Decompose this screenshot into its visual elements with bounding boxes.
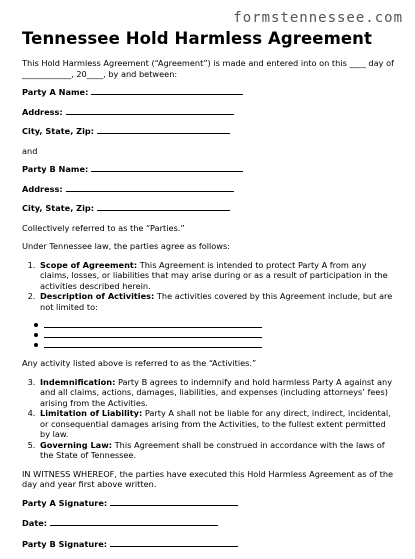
clause-scope [38, 260, 397, 292]
clause-title: Limitation of Liability: [40, 408, 143, 419]
party-a-signature-field[interactable] [22, 498, 397, 509]
party-a-name-line[interactable] [91, 87, 243, 95]
party-b-signature-field[interactable] [22, 539, 397, 550]
party-b-name-field[interactable] [22, 164, 397, 175]
party-b-address-line[interactable] [66, 184, 234, 192]
clause-title: Indemnification: [40, 376, 116, 387]
clauses-list-2 [38, 377, 397, 461]
and-text: and [22, 145, 38, 156]
clause-text: This Agreement shall be construed in accordance with the laws of the State of Tennessee. [40, 439, 385, 461]
party-b-name-line[interactable] [91, 164, 243, 172]
party-b-address-field[interactable] [22, 184, 397, 195]
party-b-city-field[interactable] [22, 203, 397, 214]
witness-paragraph: IN WITNESS WHEREOF, the parties have executed this Hold Harmless Agreement as of the day and year first above written. [22, 468, 394, 490]
clause-title: Description of Activities: [40, 291, 155, 302]
party-a-name-label: Party A Name: [22, 87, 89, 98]
party-b-signature-line[interactable] [110, 539, 238, 547]
activities-blank-list [34, 320, 397, 348]
document-title: Tennessee Hold Harmless Agreement [22, 29, 372, 48]
bullet-icon [34, 333, 38, 337]
party-b-city-line[interactable] [97, 203, 230, 211]
clauses-list-1 [38, 260, 397, 313]
under-law-text: Under Tennessee law, the parties agree as follows: [22, 241, 230, 252]
party-a-city-label: City, State, Zip: [22, 126, 95, 137]
bullet-icon [34, 323, 38, 327]
agreement-document [22, 28, 397, 559]
clause-indemnification [38, 377, 397, 409]
activity-blank-line[interactable] [44, 320, 262, 328]
intro-paragraph: This Hold Harmless Agreement (“Agreement”) is made and entered into on this ____ day of ____________, 20____, by and between: [22, 58, 394, 79]
party-a-name-field[interactable] [22, 87, 397, 98]
party-a-signature-label: Party A Signature: [22, 497, 108, 508]
clause-title: Governing Law: [40, 439, 113, 450]
party-a-city-line[interactable] [97, 126, 230, 134]
activity-blank-line[interactable] [44, 330, 262, 338]
clause-limitation [38, 408, 397, 440]
party-b-signature-label: Party B Signature: [22, 538, 108, 549]
clause-text: Party B agrees to indemnify and hold harmless Party A against any and all claims, actions, damages, liabilities, and expenses (including attorneys’ fees) arising from the Activities. [40, 376, 393, 408]
activity-blank-item[interactable] [34, 340, 397, 348]
party-a-address-field[interactable] [22, 107, 397, 118]
collectively-text: Collectively referred to as the “Parties.” [22, 222, 185, 233]
clause-activities [38, 291, 397, 312]
party-b-name-label: Party B Name: [22, 164, 89, 175]
activity-blank-item[interactable] [34, 330, 397, 338]
site-watermark: formstennessee.com [233, 10, 403, 26]
activities-note: Any activity listed above is referred to as the “Activities.” [22, 358, 257, 369]
clause-text: Party A shall not be liable for any direct, indirect, incidental, or consequential damages arising from the Activities, to the fullest extent permitted by law. [40, 408, 391, 440]
party-a-signature-line[interactable] [110, 498, 238, 506]
date-line[interactable] [50, 518, 218, 526]
party-b-city-label: City, State, Zip: [22, 203, 95, 214]
clause-title: Scope of Agreement: [40, 259, 138, 270]
date-label: Date: [22, 518, 48, 529]
bullet-icon [34, 343, 38, 347]
clause-governing-law [38, 440, 397, 461]
party-a-address-label: Address: [22, 106, 63, 117]
clause-text: This Agreement is intended to protect Party A from any claims, losses, or liabilities that may arise during or as a result of participation in the activities described herein. [40, 259, 388, 291]
activity-blank-line[interactable] [44, 340, 262, 348]
date-field[interactable] [22, 518, 397, 529]
clause-text: The activities covered by this Agreement include, but are not limited to: [40, 291, 393, 312]
party-b-address-label: Address: [22, 183, 63, 194]
party-a-address-line[interactable] [66, 107, 234, 115]
activity-blank-item[interactable] [34, 320, 397, 328]
party-a-city-field[interactable] [22, 126, 397, 137]
